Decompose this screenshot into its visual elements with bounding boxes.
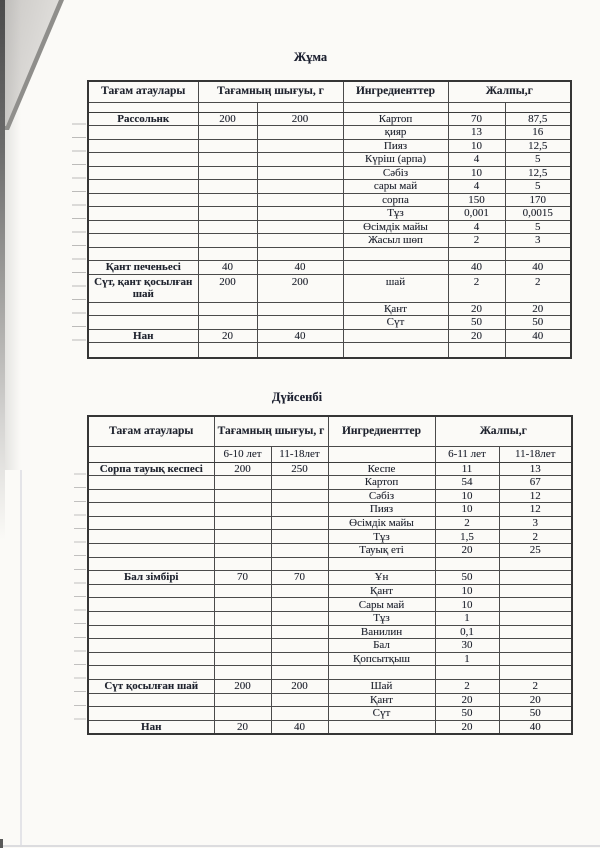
table-row (88, 234, 571, 248)
table-cell: 1,5 (435, 530, 499, 544)
monday-table-body (88, 462, 572, 734)
table-row (88, 112, 571, 126)
table-cell: қияр (343, 126, 448, 140)
table-cell (88, 598, 214, 612)
table-row (88, 639, 572, 653)
table-cell: 70 (448, 112, 505, 126)
table-cell (271, 489, 328, 503)
table-cell (271, 652, 328, 666)
table-cell: Өсімдік майы (328, 516, 435, 530)
table-header-row (88, 81, 571, 102)
table-cell: 0,1 (435, 625, 499, 639)
subheader-cell: 11-18лет (499, 446, 572, 462)
table-cell (88, 207, 198, 221)
table-cell: 170 (505, 193, 571, 207)
table-cell: Жасыл шөп (343, 234, 448, 248)
table-row (88, 557, 572, 571)
table-cell: 11 (435, 462, 499, 476)
table-cell: Нан (88, 329, 198, 343)
table-cell (88, 625, 214, 639)
table-cell: 2 (499, 530, 572, 544)
table-cell (88, 126, 198, 140)
scan-line-bleed (72, 111, 86, 341)
table-cell (271, 503, 328, 517)
table-cell: 20 (435, 720, 499, 734)
table-cell (257, 126, 343, 140)
table-cell: 2 (505, 274, 571, 302)
table-cell (214, 598, 271, 612)
table-cell: Қант (343, 302, 448, 316)
table-cell: 10 (435, 503, 499, 517)
table-cell: 2 (448, 274, 505, 302)
table-row (88, 530, 572, 544)
table-cell (499, 639, 572, 653)
table-header-row (88, 416, 572, 446)
table-cell: 12,5 (505, 139, 571, 153)
table-cell (499, 666, 572, 680)
table-cell: Қант печеньесі (88, 261, 198, 275)
table-cell: 200 (271, 680, 328, 694)
table-cell: сары май (343, 180, 448, 194)
table-cell: 5 (505, 220, 571, 234)
table-cell (88, 693, 214, 707)
table-cell (271, 530, 328, 544)
table-cell: Нан (88, 720, 214, 734)
table-cell: 4 (448, 180, 505, 194)
table-cell: 12,5 (505, 166, 571, 180)
table-cell: Қант (328, 693, 435, 707)
table-cell: 20 (214, 720, 271, 734)
table-cell: 200 (257, 274, 343, 302)
table-cell: 20 (435, 693, 499, 707)
table-subheader-row (88, 446, 572, 462)
table-cell: 40 (499, 720, 572, 734)
table-cell: Сәбіз (328, 489, 435, 503)
table-row (88, 274, 571, 302)
column-header: Тағам атаулары (88, 81, 198, 102)
column-header: Тағамның шығуы, г (214, 416, 328, 446)
table-cell (343, 247, 448, 261)
table-row (88, 503, 572, 517)
column-header: Тағамның шығуы, г (198, 81, 343, 102)
table-cell: Сүт қосылған шай (88, 680, 214, 694)
subheader-cell (88, 446, 214, 462)
table-cell (88, 153, 198, 167)
scan-line-bleed (74, 461, 86, 731)
table-cell: 20 (499, 693, 572, 707)
column-header: Ингредиенттер (343, 81, 448, 102)
table-cell (214, 516, 271, 530)
table-cell (257, 153, 343, 167)
column-header: Тағам атаулары (88, 416, 214, 446)
table-cell (271, 625, 328, 639)
table-cell: 70 (271, 571, 328, 585)
table-cell (88, 234, 198, 248)
table-cell: 70 (214, 571, 271, 585)
table-row (88, 476, 572, 490)
table-row (88, 329, 571, 343)
table-cell: 5 (505, 153, 571, 167)
table-cell: 40 (505, 261, 571, 275)
table-cell (499, 612, 572, 626)
table-row (88, 302, 571, 316)
column-header: Жалпы,г (435, 416, 572, 446)
table-cell: 1 (435, 652, 499, 666)
subheader-cell (448, 102, 505, 112)
table-cell: 12 (499, 503, 572, 517)
table-cell (88, 247, 198, 261)
table-cell: 10 (448, 166, 505, 180)
table-cell: 54 (435, 476, 499, 490)
table-cell (271, 557, 328, 571)
table-cell (257, 193, 343, 207)
table-cell (88, 489, 214, 503)
table-cell: Сары май (328, 598, 435, 612)
table-cell: 20 (435, 544, 499, 558)
table-cell (88, 302, 198, 316)
table-cell (257, 316, 343, 330)
table-cell (88, 612, 214, 626)
table-row (88, 207, 571, 221)
table-cell (257, 180, 343, 194)
table-cell: Рассольнк (88, 112, 198, 126)
table-row (88, 193, 571, 207)
table-cell: 4 (448, 220, 505, 234)
table-cell: Өсімдік майы (343, 220, 448, 234)
table-cell (343, 329, 448, 343)
table-cell (214, 489, 271, 503)
table-cell (499, 557, 572, 571)
table-cell (448, 343, 505, 358)
table-cell: Ұн (328, 571, 435, 585)
table-cell (88, 476, 214, 490)
table-cell: Картоп (343, 112, 448, 126)
table-cell (328, 557, 435, 571)
table-cell: 40 (271, 720, 328, 734)
day-title-monday: Дүйсенбі (271, 390, 323, 404)
friday-menu-table (87, 80, 572, 359)
table-cell: 13 (499, 462, 572, 476)
table-cell: 5 (505, 180, 571, 194)
table-cell (198, 180, 257, 194)
table-cell: Ванилин (328, 625, 435, 639)
table-cell (271, 693, 328, 707)
table-row (88, 166, 571, 180)
scan-bottom-corner-mark (0, 839, 3, 848)
table-cell (214, 544, 271, 558)
table-cell (88, 652, 214, 666)
table-cell: Сүт (328, 707, 435, 721)
table-cell: 4 (448, 153, 505, 167)
subheader-cell (257, 102, 343, 112)
friday-table-body (88, 112, 571, 358)
table-cell (271, 516, 328, 530)
table-row (88, 680, 572, 694)
table-cell (214, 707, 271, 721)
table-row (88, 343, 571, 358)
table-cell (257, 220, 343, 234)
table-cell: Картоп (328, 476, 435, 490)
table-cell (271, 584, 328, 598)
table-cell (198, 316, 257, 330)
table-cell (198, 139, 257, 153)
table-cell: Сүт, қант қосылған шай (88, 274, 198, 302)
table-cell: 200 (198, 274, 257, 302)
table-cell: Бал зімбірі (88, 571, 214, 585)
table-cell (214, 639, 271, 653)
table-cell (435, 557, 499, 571)
friday-table-header (88, 81, 571, 112)
table-row (88, 720, 572, 734)
table-cell: 2 (435, 680, 499, 694)
subheader-cell: 11-18лет (271, 446, 328, 462)
table-cell: 40 (505, 329, 571, 343)
table-cell: 50 (499, 707, 572, 721)
table-cell (88, 343, 198, 358)
table-cell: 150 (448, 193, 505, 207)
table-cell (214, 612, 271, 626)
table-row (88, 516, 572, 530)
table-cell (88, 193, 198, 207)
table-cell (88, 139, 198, 153)
table-cell: 3 (505, 234, 571, 248)
table-cell: 13 (448, 126, 505, 140)
table-cell (214, 584, 271, 598)
table-cell (257, 207, 343, 221)
table-cell: 50 (448, 316, 505, 330)
table-cell: 20 (448, 302, 505, 316)
table-row (88, 598, 572, 612)
table-cell (328, 666, 435, 680)
table-row (88, 612, 572, 626)
table-cell: 3 (499, 516, 572, 530)
table-cell (499, 652, 572, 666)
table-cell (271, 598, 328, 612)
table-cell: Тұз (328, 530, 435, 544)
table-cell (505, 247, 571, 261)
table-cell: 10 (448, 139, 505, 153)
table-row (88, 139, 571, 153)
table-cell (198, 207, 257, 221)
table-cell (198, 153, 257, 167)
table-cell (271, 544, 328, 558)
subheader-cell (343, 102, 448, 112)
table-cell (271, 639, 328, 653)
table-cell (198, 302, 257, 316)
table-cell: Сәбіз (343, 166, 448, 180)
table-cell (214, 476, 271, 490)
day-title-friday: Жұма (293, 50, 328, 64)
table-cell (499, 571, 572, 585)
table-row (88, 462, 572, 476)
table-cell: 50 (435, 707, 499, 721)
table-cell: 50 (505, 316, 571, 330)
column-header: Жалпы,г (448, 81, 571, 102)
table-cell (448, 247, 505, 261)
table-cell (88, 707, 214, 721)
table-subheader-row (88, 102, 571, 112)
table-cell: 2 (499, 680, 572, 694)
table-row (88, 126, 571, 140)
table-cell: 10 (435, 598, 499, 612)
subheader-cell (328, 446, 435, 462)
table-cell (88, 666, 214, 680)
table-cell: 250 (271, 462, 328, 476)
table-cell: 30 (435, 639, 499, 653)
table-cell: 10 (435, 584, 499, 598)
table-cell (214, 530, 271, 544)
table-cell (88, 166, 198, 180)
table-cell: Пияз (343, 139, 448, 153)
table-cell: Қопсытқыш (328, 652, 435, 666)
table-cell (88, 639, 214, 653)
table-cell: Кеспе (328, 462, 435, 476)
table-cell (88, 503, 214, 517)
table-cell (214, 693, 271, 707)
table-row (88, 693, 572, 707)
table-row (88, 571, 572, 585)
table-cell (214, 557, 271, 571)
table-cell: Тұз (328, 612, 435, 626)
table-cell: 67 (499, 476, 572, 490)
scan-left-edge-wash (5, 0, 21, 470)
table-cell: Пияз (328, 503, 435, 517)
table-cell (257, 302, 343, 316)
table-row (88, 707, 572, 721)
subheader-cell (505, 102, 571, 112)
table-cell (343, 261, 448, 275)
table-row (88, 153, 571, 167)
monday-table-header (88, 416, 572, 462)
table-row (88, 489, 572, 503)
table-cell: 40 (198, 261, 257, 275)
scan-bottom-edge-line (0, 845, 600, 847)
monday-menu-table (87, 415, 573, 735)
table-cell: Сүт (343, 316, 448, 330)
table-row (88, 666, 572, 680)
table-cell (214, 666, 271, 680)
table-cell (198, 247, 257, 261)
table-cell: шай (343, 274, 448, 302)
table-cell (271, 707, 328, 721)
table-cell: Сорпа тауық кеспесі (88, 462, 214, 476)
table-cell: 200 (257, 112, 343, 126)
table-cell (88, 544, 214, 558)
table-cell: 200 (214, 680, 271, 694)
subheader-cell (198, 102, 257, 112)
table-cell: Қант (328, 584, 435, 598)
table-cell: 50 (435, 571, 499, 585)
table-cell (435, 666, 499, 680)
table-cell: Тауық еті (328, 544, 435, 558)
table-cell (257, 343, 343, 358)
table-cell: 200 (214, 462, 271, 476)
table-row (88, 625, 572, 639)
table-cell (505, 343, 571, 358)
table-cell (88, 316, 198, 330)
table-cell (214, 625, 271, 639)
table-cell (198, 166, 257, 180)
table-row (88, 584, 572, 598)
table-cell: 2 (435, 516, 499, 530)
table-cell (328, 720, 435, 734)
table-cell (88, 220, 198, 234)
table-row (88, 220, 571, 234)
table-cell (257, 166, 343, 180)
table-cell (198, 126, 257, 140)
table-cell: 12 (499, 489, 572, 503)
table-cell: 40 (448, 261, 505, 275)
table-cell: 2 (448, 234, 505, 248)
table-cell: 20 (198, 329, 257, 343)
table-cell (257, 234, 343, 248)
table-cell (198, 234, 257, 248)
table-row (88, 316, 571, 330)
table-cell: 200 (198, 112, 257, 126)
table-cell: 20 (448, 329, 505, 343)
table-cell: 40 (257, 261, 343, 275)
table-cell (271, 666, 328, 680)
table-cell: 1 (435, 612, 499, 626)
table-cell (499, 584, 572, 598)
table-cell (88, 557, 214, 571)
table-row (88, 180, 571, 194)
subheader-cell (88, 102, 198, 112)
table-row (88, 652, 572, 666)
table-cell (257, 247, 343, 261)
table-cell (214, 652, 271, 666)
table-cell: 0,0015 (505, 207, 571, 221)
table-cell: 25 (499, 544, 572, 558)
table-cell (271, 476, 328, 490)
table-row (88, 247, 571, 261)
table-cell: 10 (435, 489, 499, 503)
table-cell (214, 503, 271, 517)
table-cell: сорпа (343, 193, 448, 207)
table-cell (88, 584, 214, 598)
table-cell (198, 193, 257, 207)
subheader-cell: 6-11 лет (435, 446, 499, 462)
column-header: Ингредиенттер (328, 416, 435, 446)
table-row (88, 261, 571, 275)
table-cell (257, 139, 343, 153)
table-cell: Тұз (343, 207, 448, 221)
table-cell (88, 530, 214, 544)
subheader-cell: 6-10 лет (214, 446, 271, 462)
table-cell (88, 516, 214, 530)
table-cell: 0,001 (448, 207, 505, 221)
table-cell: 87,5 (505, 112, 571, 126)
table-cell: 40 (257, 329, 343, 343)
table-cell: Күріш (арпа) (343, 153, 448, 167)
table-cell (198, 343, 257, 358)
table-row (88, 544, 572, 558)
scan-page-edge-line (20, 470, 22, 845)
table-cell (88, 180, 198, 194)
table-cell (499, 625, 572, 639)
table-cell: 20 (505, 302, 571, 316)
table-cell: Бал (328, 639, 435, 653)
table-cell (343, 343, 448, 358)
table-cell (499, 598, 572, 612)
table-cell: Шай (328, 680, 435, 694)
table-cell (271, 612, 328, 626)
table-cell: 16 (505, 126, 571, 140)
table-cell (198, 220, 257, 234)
